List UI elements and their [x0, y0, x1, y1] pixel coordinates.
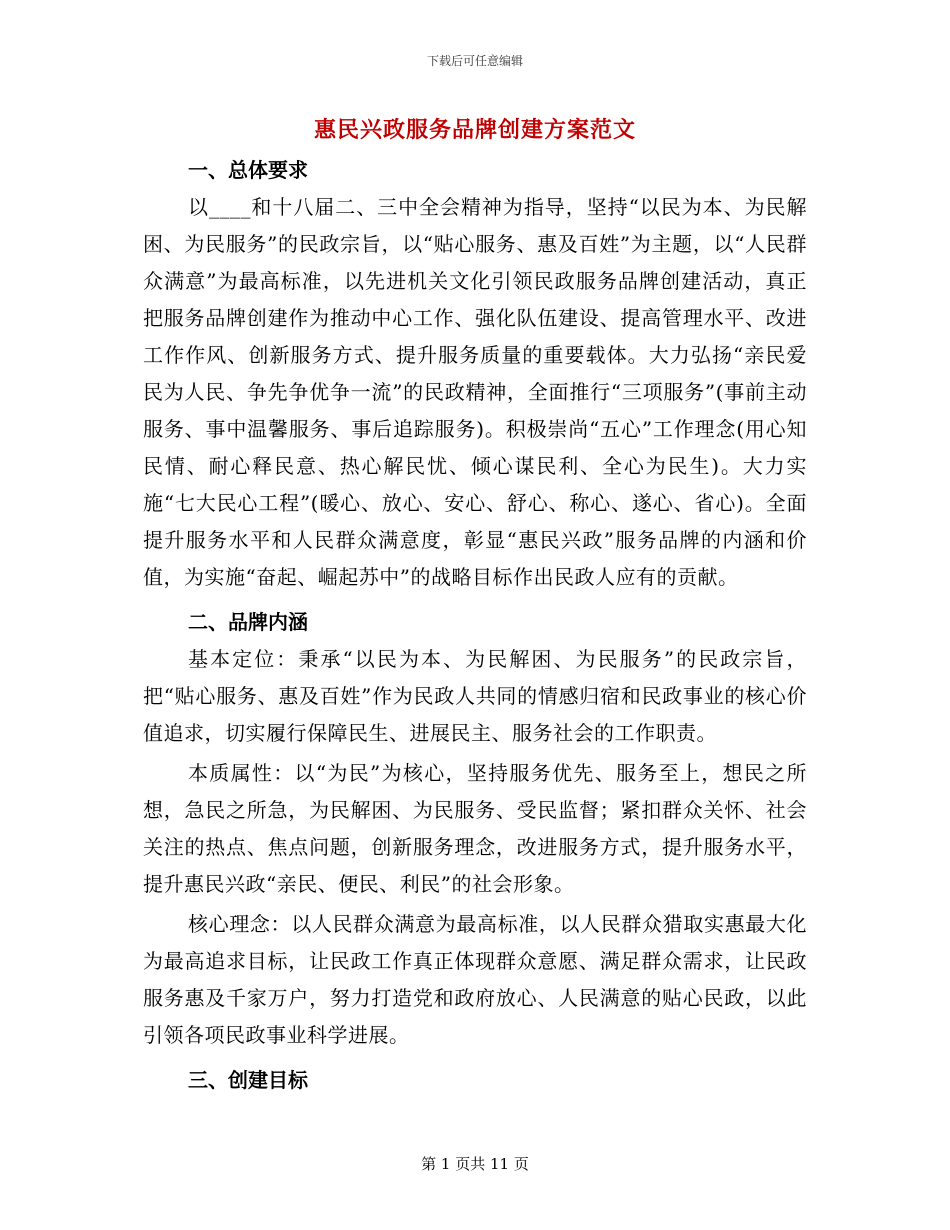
- page-number-indicator: 第 1 页共 11 页: [421, 1155, 529, 1173]
- document-title: 惠民兴政服务品牌创建方案范文: [313, 117, 636, 143]
- paragraph-basic-positioning: 基本定位：秉承“以民为本、为民解困、为民服务”的民政宗旨，把“贴心服务、惠及百姓”作为民政人共同的情感归宿和民政事业的核心价值追求，切实履行保障民生、进展民主、服务社会的工作职责。: [143, 647, 807, 745]
- document-body: [143, 152, 807, 1099]
- section-heading-creation-goals: 三、创建目标: [188, 1068, 308, 1092]
- section-heading-brand-connotation: 二、品牌内涵: [188, 610, 308, 634]
- paragraph-essential-attributes: 本质属性：以“为民”为核心，坚持服务优先、服务至上，想民之所想，急民之所急，为民解困、为民服务、受民监督；紧扣群众关怀、社会关注的热点、焦点问题，创新服务理念，改进服务方式，提升服务水平，提升惠民兴政“亲民、便民、利民”的社会形象。: [143, 761, 807, 896]
- paragraph-core-concept: 核心理念：以人民群众满意为最高标准，以人民群众猎取实惠最大化为最高追求目标，让民政工作真正体现群众意愿、满足群众需求，让民政服务惠及千家万户，努力打造党和政府放心、人民满意的贴心民政，以此引领各项民政事业科学进展。: [143, 912, 807, 1047]
- page-header-note: 下载后可任意编辑: [426, 54, 523, 68]
- paragraph-general-requirements: 以____和十八届二、三中全会精神为指导，坚持“以民为本、为民解困、为民服务”的民政宗旨，以“贴心服务、惠及百姓”为主题，以“人民群众满意”为最高标准，以先进机关文化引领民政服务品牌创建活动，真正把服务品牌创建作为推动中心工作、强化队伍建设、提高管理水平、改进工作作风、创新服务方式、提升服务质量的重要载体。大力弘扬“亲民爱民为人民、争先争优争一流”的民政精神，全面推行“三项服务”(事前主动服务、事中温馨服务、事后追踪服务)。积极崇尚“五心”工作理念(用心知民情、耐心释民意、热心解民忧、倾心谋民利、全心为民生)。大力实施“七大民心工程”(暖心、放心、安心、舒心、称心、遂心、省心)。全面提升服务水平和人民群众满意度，彰显“惠民兴政”服务品牌的内涵和价值，为实施“奋起、崛起苏中”的战略目标作出民政人应有的贡献。: [143, 195, 807, 589]
- section-heading-general-requirements: 一、总体要求: [188, 158, 308, 182]
